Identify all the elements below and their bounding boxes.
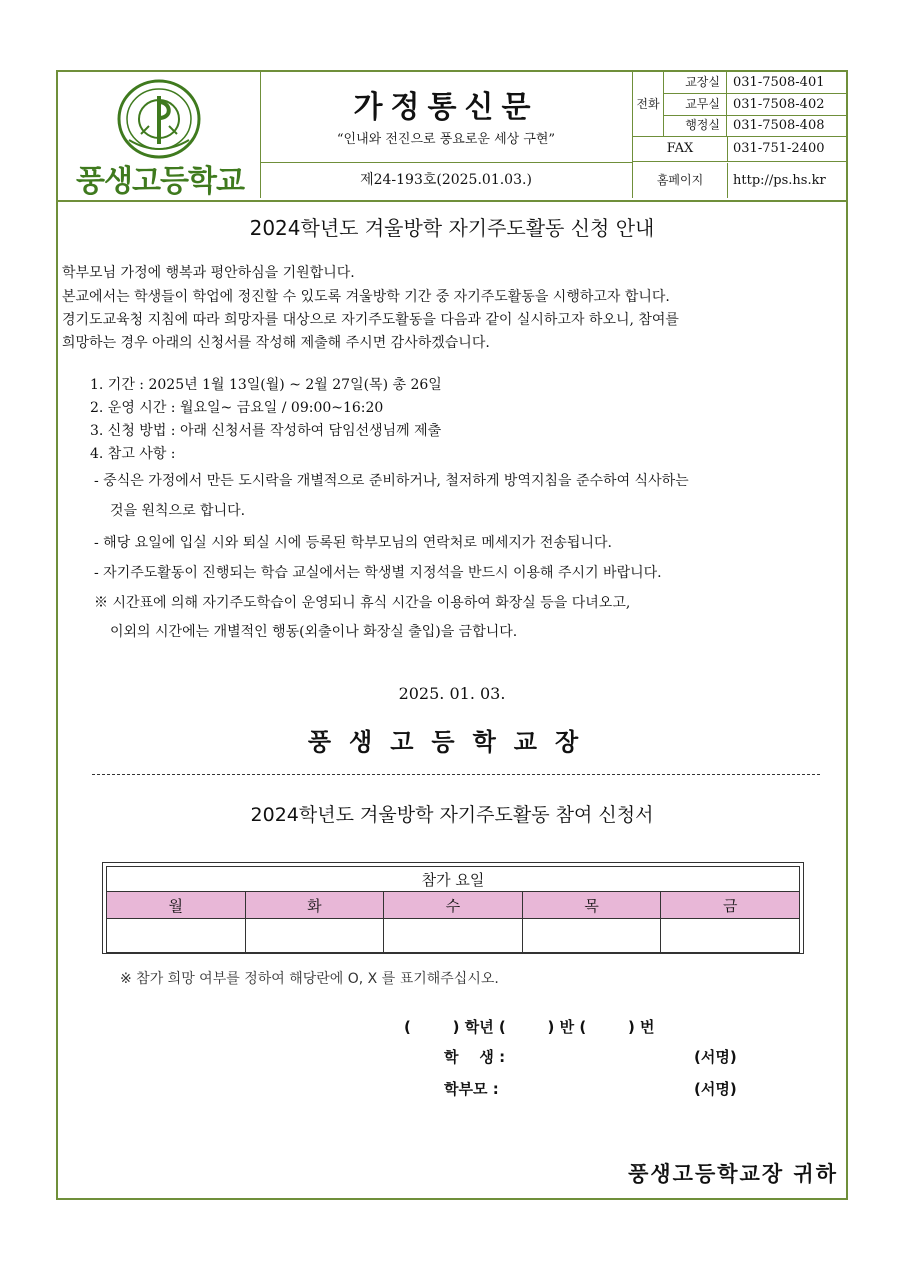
notice-title: 2024학년도 겨울방학 자기주도활동 신청 안내 <box>249 216 655 240</box>
body-line-3: 희망하는 경우 아래의 신청서를 작성해 제출해 주시면 감사하겠습니다. <box>62 335 490 351</box>
title-cell <box>260 72 633 163</box>
note-schedule: ※ 시간표에 의해 자기주도학습이 운영되니 휴식 시간을 이용하여 화장실 등을 다녀오고, <box>94 595 631 611</box>
homepage-row <box>633 163 846 198</box>
greeting-text: 학부모님 가정에 행복과 평안하심을 기원합니다. <box>62 265 355 281</box>
note-lunch: - 중식은 가정에서 만든 도시락을 개별적으로 준비하거나, 철저하게 방역지침을 준수하여 식사하는 <box>94 473 689 489</box>
note-seat: - 자기주도활동이 진행되는 학습 교실에서는 학생별 지정석을 반드시 이용해 주시기 바랍니다. <box>94 565 662 581</box>
info-item-notes: 4. 참고 사항 : <box>90 446 176 462</box>
student-sign[interactable]: (서명) <box>694 1048 737 1066</box>
phone-label-academic: 교무실 <box>663 94 727 115</box>
logo-cell <box>58 72 261 198</box>
table-header: 참가 요일 <box>107 867 800 892</box>
phone-label-principal: 교장실 <box>663 72 727 93</box>
body-line-1: 본교에서는 학생들이 학업에 정진할 수 있도록 겨울방학 기간 중 자기주도활동을 시행하고자 합니다. <box>62 289 670 305</box>
day-thursday: 목 <box>522 892 661 919</box>
day-tuesday: 화 <box>245 892 384 919</box>
student-label: 학 생 : <box>444 1048 506 1066</box>
school-motto: “인내와 전진으로 풍요로운 세상 구현” <box>336 132 556 147</box>
notice-date: 2025. 01. 03. <box>398 684 506 703</box>
mark-monday[interactable] <box>107 919 246 953</box>
issue-number: 제24-193호(2025.01.03.) <box>260 163 633 198</box>
fax-number: 031-751-2400 <box>733 141 825 156</box>
fax-row <box>633 137 846 162</box>
info-item-period: 1. 기간 : 2025년 1월 13일(월) ~ 2월 27일(목) 총 26일 <box>90 377 442 393</box>
info-item-hours: 2. 운영 시간 : 월요일~ 금요일 / 09:00~16:20 <box>90 400 384 416</box>
addressee: 풍생고등학교장 귀하 <box>628 1162 838 1186</box>
parent-sign[interactable]: (서명) <box>694 1080 737 1098</box>
note-message: - 해당 요일에 입실 시와 퇴실 시에 등록된 학부모님의 연락처로 메세지가 전송됩니다. <box>94 535 612 551</box>
phone-label-admin: 행정실 <box>663 115 727 136</box>
note-lunch-cont: 것을 원칙으로 합니다. <box>110 503 246 519</box>
newsletter-title: 가정통신문 <box>353 90 539 125</box>
mark-thursday[interactable] <box>522 919 661 953</box>
phone-number-academic: 031-7508-402 <box>733 97 825 112</box>
phone-row-principal <box>663 72 846 94</box>
mark-friday[interactable] <box>661 919 800 953</box>
info-item-method: 3. 신청 방법 : 아래 신청서를 작성하여 담임선생님께 제출 <box>90 423 442 439</box>
class-info-line[interactable]: ( ) 학년 ( ) 반 ( ) 번 <box>404 1018 655 1036</box>
mark-wednesday[interactable] <box>384 919 523 953</box>
parent-label: 학부모 : <box>444 1080 499 1098</box>
day-wednesday: 수 <box>384 892 523 919</box>
cut-line <box>92 774 820 775</box>
phone-number-principal: 031-7508-401 <box>733 75 825 90</box>
school-emblem-icon <box>115 78 203 160</box>
day-friday: 금 <box>661 892 800 919</box>
phone-number-admin: 031-7508-408 <box>733 118 825 133</box>
school-name: 풍생고등학교 <box>76 164 244 199</box>
day-monday: 월 <box>107 892 246 919</box>
fax-label: FAX <box>633 137 728 161</box>
principal-name: 풍생고등학교장 <box>307 728 597 756</box>
body-line-2: 경기도교육청 지침에 따라 희망자를 대상으로 자기주도활동을 다음과 같이 실시하고자 하오니, 참여를 <box>62 312 679 328</box>
mark-tuesday[interactable] <box>245 919 384 953</box>
newsletter-frame <box>56 70 848 1200</box>
phone-label: 전화 <box>633 72 664 137</box>
form-title: 2024학년도 겨울방학 자기주도활동 참여 신청서 <box>250 804 654 826</box>
participation-table <box>102 862 804 954</box>
form-instruction: ※ 참가 희망 여부를 정하여 해당란에 O, X 를 표기해주십시오. <box>120 971 499 987</box>
header <box>58 72 846 202</box>
phone-row-academic <box>663 94 846 116</box>
homepage-label: 홈페이지 <box>633 163 728 198</box>
phone-row-admin <box>663 115 846 137</box>
note-schedule-cont: 이외의 시간에는 개별적인 행동(외출이나 화장실 출입)을 금합니다. <box>110 624 518 640</box>
homepage-url[interactable]: http://ps.hs.kr <box>733 173 826 188</box>
